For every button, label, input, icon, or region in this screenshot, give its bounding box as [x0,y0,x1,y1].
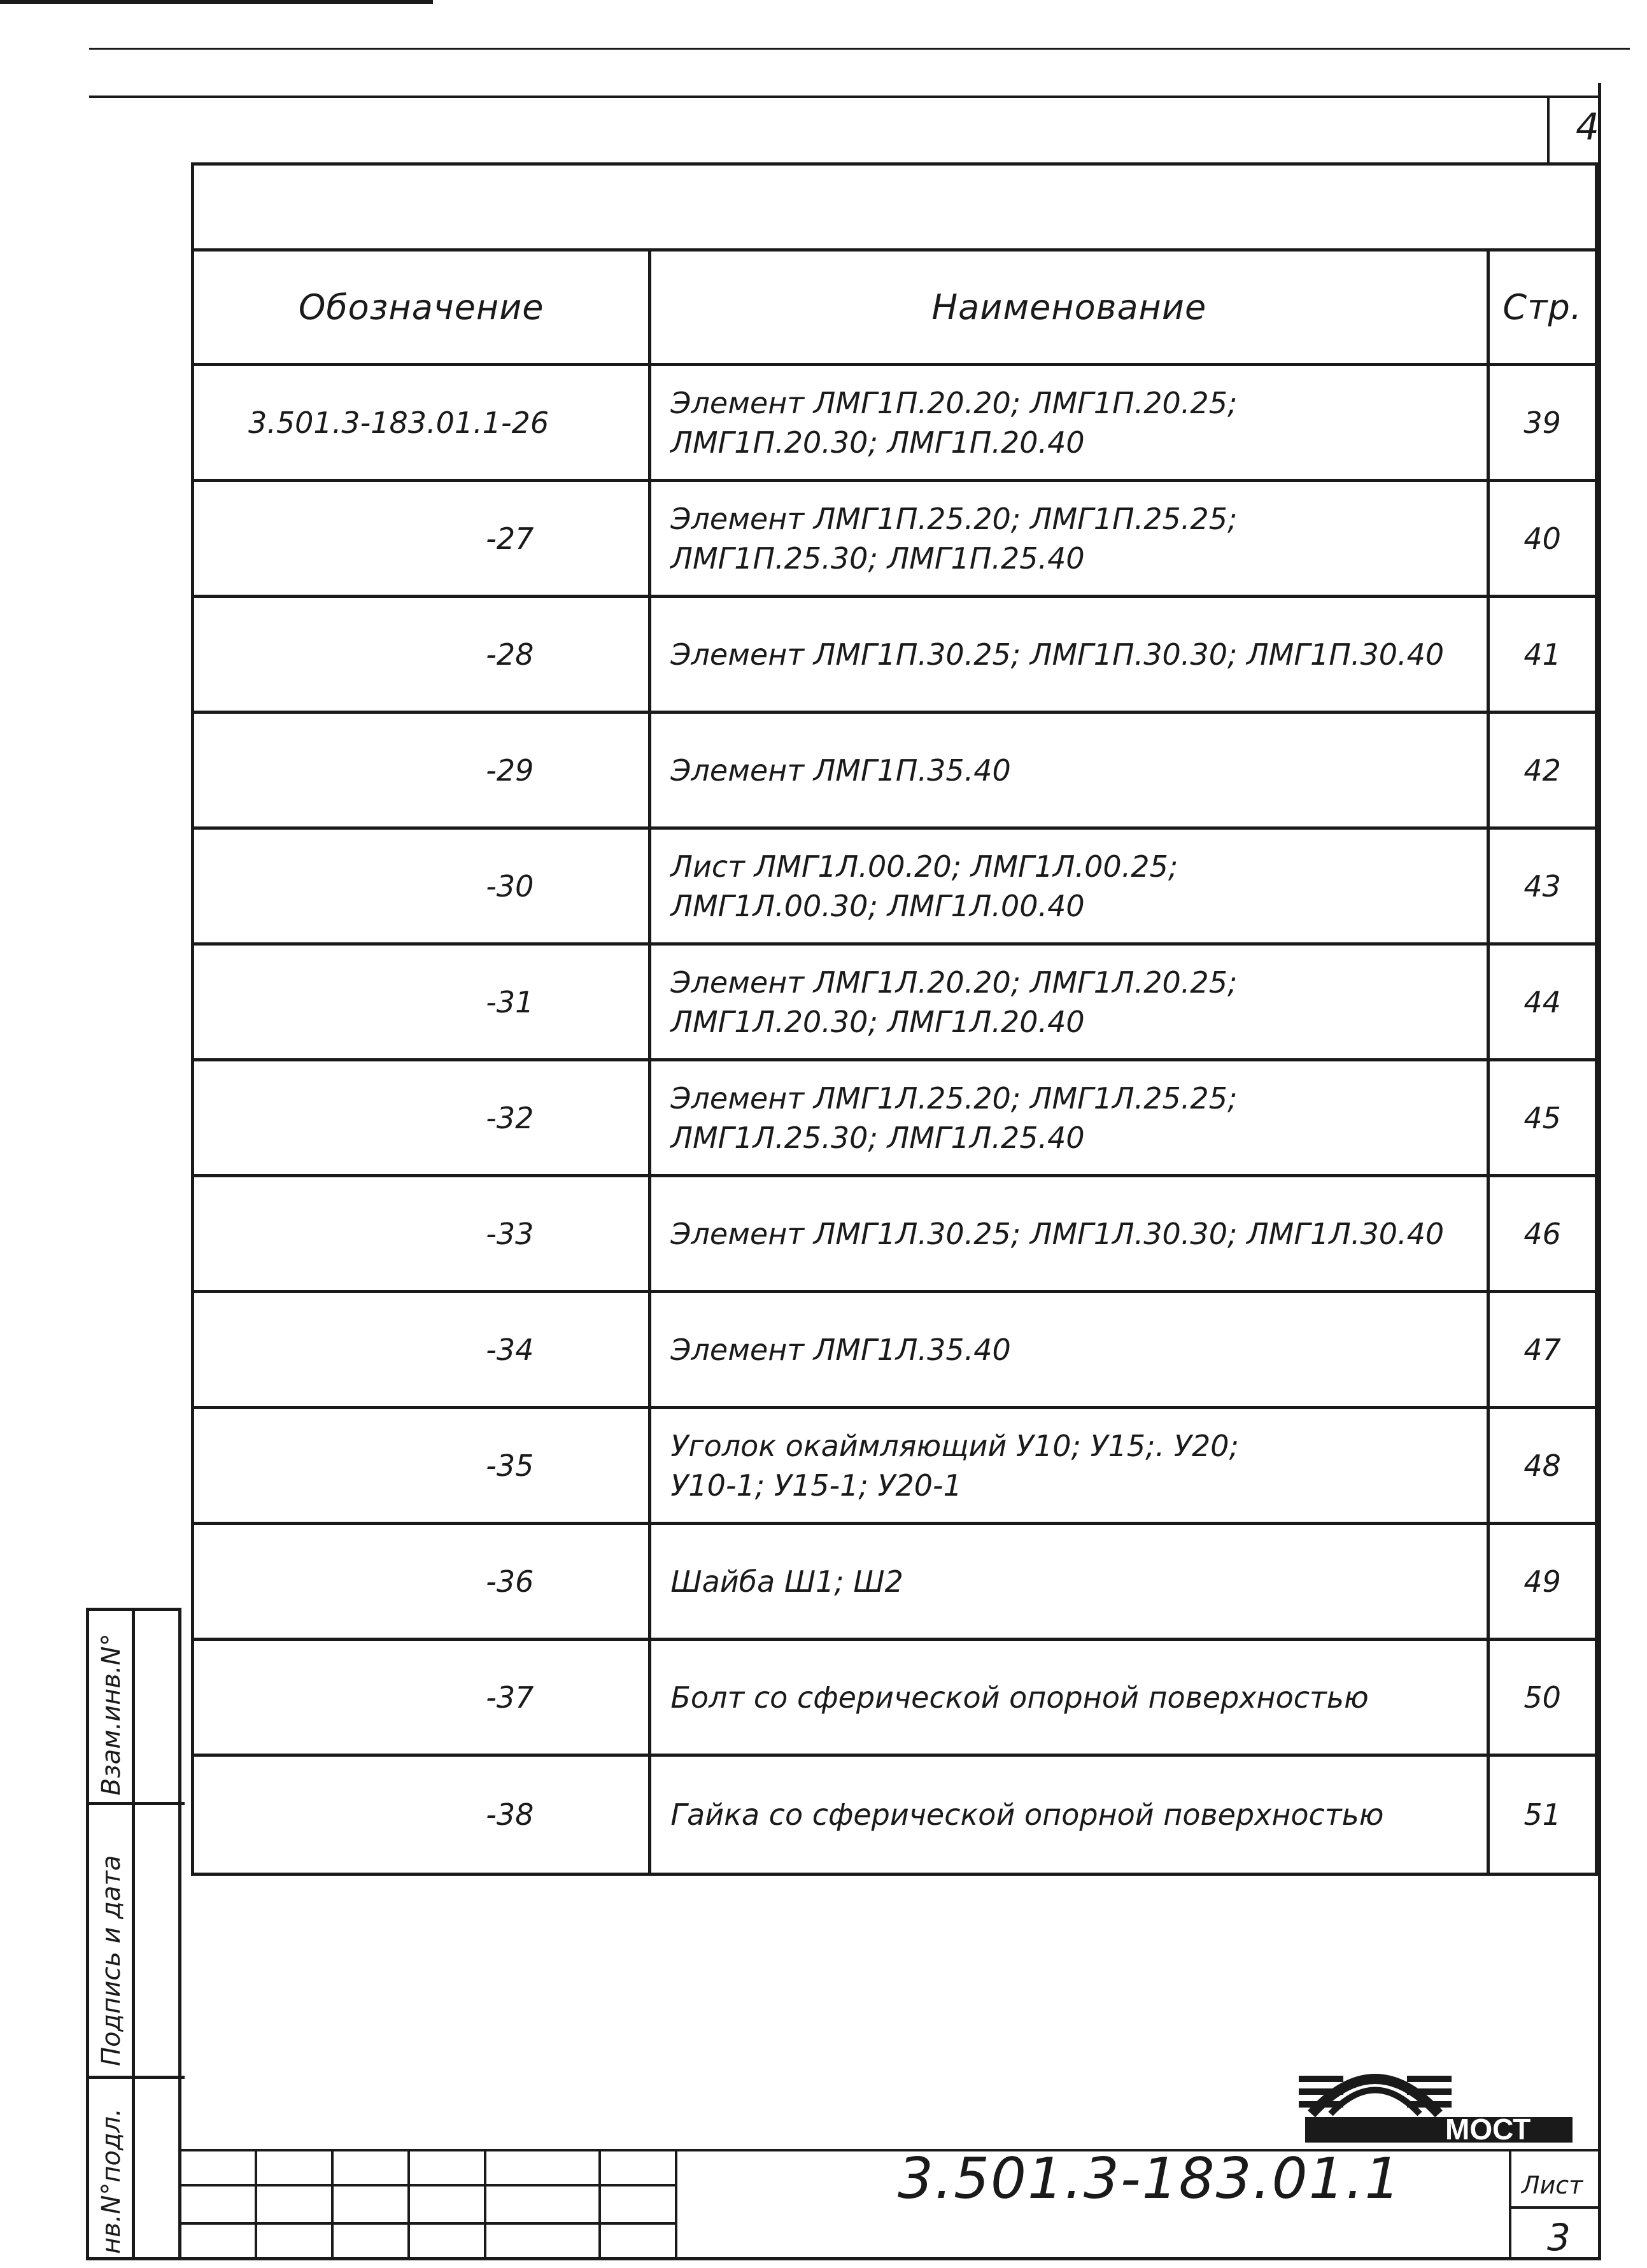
table-row [194,1061,1595,1177]
row-page: 45 [1523,1100,1561,1135]
row-code: -32 [486,1100,534,1135]
header-page: Стр. [1502,287,1582,327]
sheet-box-left [1509,2149,1511,2260]
row-name: Уголок окаймляющий У10; У15;. У20; У10-1; У15-1; У20-1 [670,1428,1239,1503]
table-header [194,252,1595,366]
header-name-cell [651,252,1490,363]
header-name: Наименование [931,287,1207,327]
row-code: -27 [486,521,534,556]
row-page: 51 [1523,1797,1561,1832]
row-page: 39 [1523,405,1561,440]
row-page: 43 [1523,868,1561,904]
document-code: 3.501.3-183.01.1 [898,2146,1402,2211]
row-code: -30 [486,868,534,904]
row-page: 44 [1523,984,1561,1019]
stamp-grid-line [598,2149,601,2260]
row-code: -29 [486,753,534,788]
table-row [194,714,1595,830]
header-page-cell [1490,252,1595,363]
row-code: -31 [486,984,534,1019]
row-name: Гайка со сферической опорной поверхностью [670,1797,1384,1832]
bottom-frame-line [178,2257,1601,2260]
table-row [194,1177,1595,1293]
table-row [194,1525,1595,1641]
stamp-grid-line [484,2149,486,2260]
row-name: Шайба Ш1; Ш2 [670,1564,903,1599]
side-stamp-divider [89,2076,185,2079]
sheet-box-divider [1509,2206,1601,2209]
row-code: -28 [486,637,534,672]
row-name: Элемент ЛМГ1Л.30.25; ЛМГ1Л.30.30; ЛМГ1Л.30.40 [670,1216,1445,1251]
replaced-inv-label: Взам.инв.N° [97,1633,126,1796]
row-name: Элемент ЛМГ1П.20.20; ЛМГ1П.20.25; ЛМГ1П.20.30; ЛМГ1П.20.40 [670,385,1238,460]
table-row [194,598,1595,714]
row-code: -38 [486,1797,534,1832]
contents-table [191,162,1598,1876]
stamp-grid-line [675,2149,677,2260]
row-code: -36 [486,1564,534,1599]
row-name: Элемент ЛМГ1Л.25.20; ЛМГ1Л.25.25; ЛМГ1Л.25.30; ЛМГ1Л.25.40 [670,1081,1238,1155]
top-frame-line [89,48,1630,50]
top-edge-line [0,0,433,4]
row-page: 48 [1523,1448,1561,1483]
row-page: 42 [1523,753,1561,788]
table-row [194,1641,1595,1757]
row-name: Элемент ЛМГ1Л.20.20; ЛМГ1Л.20.25; ЛМГ1Л.20.30; ЛМГ1Л.20.40 [670,965,1238,1039]
row-code: 3.501.3-183.01.1-26 [248,405,549,440]
table-row [194,482,1595,598]
table-row [194,366,1595,482]
upper-frame-line [89,96,1601,98]
row-name: Элемент ЛМГ1П.35.40 [670,753,1011,788]
sheet-value: 3 [1547,2216,1571,2259]
row-page: 50 [1523,1680,1561,1715]
table-row [194,830,1595,946]
row-name: Элемент ЛМГ1П.25.20; ЛМГ1П.25.25; ЛМГ1П.25.30; ЛМГ1П.25.40 [670,501,1238,576]
row-code: -37 [486,1680,534,1715]
row-page: 49 [1523,1564,1561,1599]
side-stamp [86,1608,181,2260]
right-frame-line [1598,83,1601,2260]
side-stamp-divider [89,1802,185,1805]
table-row [194,1409,1595,1525]
row-page: 46 [1523,1216,1561,1251]
sheet-number: 4 [1576,105,1599,148]
table-row [194,1293,1595,1409]
row-page: 41 [1523,637,1561,672]
row-name: Болт со сферической опорной поверхностью [670,1680,1369,1715]
most-logo [1299,2038,1579,2148]
row-page: 47 [1523,1332,1561,1367]
table-row [194,1757,1595,1873]
stamp-grid-line [255,2149,257,2260]
row-name: Элемент ЛМГ1Л.35.40 [670,1332,1011,1367]
table-top-band [194,166,1595,252]
row-name: Лист ЛМГ1Л.00.20; ЛМГ1Л.00.25; ЛМГ1Л.00.30; ЛМГ1Л.00.40 [670,849,1178,923]
row-code: -33 [486,1216,534,1251]
row-code: -35 [486,1448,534,1483]
header-designation-cell [194,252,651,363]
row-name: Элемент ЛМГ1П.30.25; ЛМГ1П.30.30; ЛМГ1П.30.40 [670,637,1445,672]
logo-text: МОСТ [1445,2113,1531,2146]
table-row [194,946,1595,1061]
sheet-number-box-left [1547,96,1550,162]
sheet-label: Лист [1522,2171,1583,2199]
row-code: -34 [486,1332,534,1367]
signature-date-label: Подпись и дата [97,1855,126,2066]
stamp-grid-line [331,2149,334,2260]
inv-original-label: нв.N°подл. [97,2108,126,2254]
row-page: 40 [1523,521,1561,556]
bridge-arch-icon [1299,2038,1579,2146]
stamp-grid-line [407,2149,410,2260]
header-designation: Обозначение [298,287,544,327]
